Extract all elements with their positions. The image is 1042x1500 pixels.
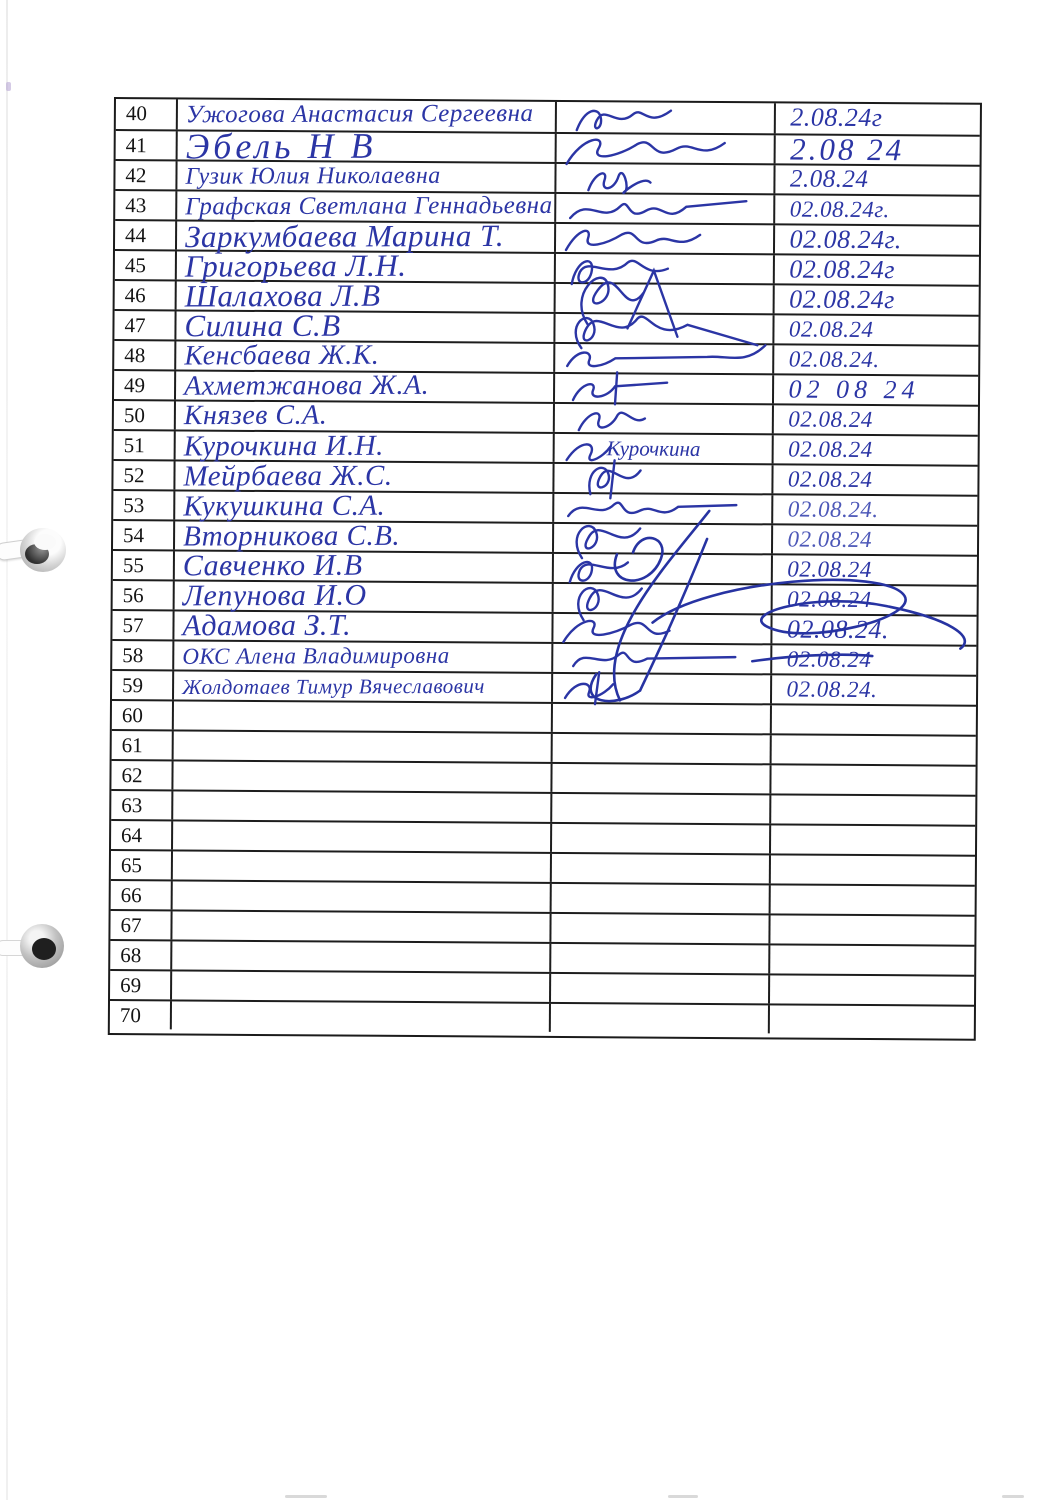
date-cell	[776, 131, 980, 168]
signature-cell	[554, 554, 774, 583]
date-cell	[771, 856, 975, 885]
row-number-cell: 43	[115, 191, 177, 219]
date-text: 02.08.24	[786, 646, 872, 673]
signature-cell	[554, 494, 774, 523]
signature-scribble	[559, 134, 773, 165]
row-number-cell: 65	[111, 851, 173, 879]
name-cell	[172, 972, 551, 1003]
row-number-cell: 56	[113, 581, 175, 609]
row-number-cell: 46	[115, 281, 177, 309]
date-text: 02.08.24	[788, 316, 874, 343]
table-row	[110, 909, 974, 945]
signature-scribble	[557, 344, 771, 375]
date-text: 02 08 24	[788, 374, 920, 405]
name-text: Мейрбаева Ж.С.	[183, 459, 393, 493]
signature-cell	[552, 884, 772, 913]
signature-cell	[551, 914, 771, 943]
signature-cell	[556, 194, 776, 223]
scan-artifact-mark	[6, 82, 11, 91]
signature-cell	[555, 404, 775, 433]
row-number-cell: 59	[112, 671, 174, 699]
name-cell	[174, 702, 553, 733]
date-text: 02.08.24	[788, 406, 873, 433]
name-text: Гузик Юлия Николаевна	[185, 162, 441, 190]
row-number-cell: 45	[115, 251, 177, 279]
row-number-cell: 44	[115, 221, 177, 249]
signature-cell	[552, 794, 772, 823]
row-number-cell: 63	[111, 791, 173, 819]
name-cell	[173, 792, 552, 823]
name-cell	[175, 519, 554, 553]
signature-cell	[552, 824, 772, 853]
scan-artifact-dash	[668, 1495, 698, 1498]
date-cell	[776, 165, 980, 194]
signature-table	[108, 97, 982, 1041]
row-number-cell: 48	[114, 341, 176, 369]
date-cell	[774, 496, 978, 525]
date-cell	[775, 225, 979, 254]
signature-cell	[556, 284, 776, 313]
row-number-cell: 62	[111, 761, 173, 789]
date-cell	[772, 766, 976, 795]
signature-cell	[551, 944, 771, 973]
signature-cell	[553, 674, 773, 703]
signature-scribble	[556, 494, 770, 525]
name-cell	[176, 339, 555, 373]
name-cell	[177, 161, 556, 192]
date-cell	[772, 796, 976, 825]
row-number-cell: 70	[110, 1001, 172, 1029]
date-cell	[774, 376, 978, 405]
signature-cell	[553, 614, 773, 643]
name-text: Кенсбаева Ж.К.	[184, 339, 380, 372]
table-row	[111, 849, 975, 885]
date-text: 02.08.24	[787, 466, 873, 493]
date-cell	[774, 466, 978, 495]
name-text: Ужогова Анастасия Сергеевна	[185, 99, 534, 129]
signature-scribble	[558, 284, 772, 315]
name-cell	[177, 125, 556, 167]
date-text: 02.08.24г	[789, 254, 896, 285]
signature-scribble	[558, 194, 772, 225]
signature-cell	[556, 224, 776, 253]
name-text: Жолдотаев Тимур Вячеславович	[181, 674, 485, 700]
row-number-cell: 50	[114, 401, 176, 429]
row-number-cell: 54	[113, 521, 175, 549]
table-row	[110, 969, 974, 1005]
row-number-cell: 57	[112, 611, 174, 639]
table-rows	[110, 99, 980, 1035]
date-text: 2.08 24	[790, 131, 905, 168]
signature-scribble	[558, 164, 772, 195]
row-number-cell: 69	[110, 971, 172, 999]
name-cell	[174, 608, 553, 643]
table-row	[111, 789, 975, 825]
name-cell	[174, 578, 553, 613]
signature-scribble	[557, 314, 771, 345]
name-cell	[172, 1002, 551, 1033]
table-row	[111, 879, 975, 915]
name-text: Эбель Н В	[185, 125, 377, 167]
name-cell	[175, 489, 554, 523]
name-text: Адамова З.Т.	[182, 608, 352, 643]
name-text: Лепунова И.О	[182, 578, 367, 613]
date-cell	[774, 436, 978, 465]
name-cell	[174, 642, 553, 673]
date-text: 02.08.24г.	[789, 196, 890, 223]
date-cell	[771, 916, 975, 945]
row-number-cell: 40	[116, 99, 178, 129]
binder-hole-bottom	[0, 922, 70, 978]
signature-cell	[551, 974, 771, 1003]
signature-scribble	[559, 102, 773, 133]
date-cell	[772, 676, 976, 705]
table-row	[112, 609, 976, 645]
name-cell	[175, 429, 554, 463]
page-edge-line	[6, 0, 8, 1500]
date-text: 02.08.24.	[786, 614, 890, 645]
signature-cell	[554, 524, 774, 553]
fastener-ring	[20, 528, 66, 572]
date-text: 02.08.24	[787, 586, 872, 613]
row-number-cell: 51	[114, 431, 176, 459]
name-cell	[173, 852, 552, 883]
signature-scribble	[556, 554, 770, 585]
table-row	[111, 819, 975, 855]
name-cell	[175, 459, 554, 493]
name-text: Князев С.А.	[183, 399, 328, 432]
row-number-cell: 41	[116, 131, 178, 159]
name-text: Кукушкина С.А.	[183, 489, 386, 523]
date-text: 02.08.24.	[787, 496, 879, 523]
date-text: 02.08.24.	[788, 346, 880, 373]
table-row	[112, 669, 976, 705]
name-cell	[172, 942, 551, 973]
signature-cell	[555, 344, 775, 373]
date-text: 02.08.24г.	[789, 224, 902, 255]
name-text: Курочкина И.Н.	[183, 429, 384, 463]
name-text: Шалахова Л.В	[184, 277, 381, 314]
date-cell	[776, 103, 980, 134]
name-cell	[174, 672, 553, 703]
date-cell	[772, 736, 976, 765]
table-row	[112, 639, 976, 675]
signature-cell	[557, 102, 777, 133]
date-text: 02.08.24	[788, 436, 873, 463]
signature-cell	[552, 764, 772, 793]
date-text: 02.08.24г	[789, 284, 895, 315]
signature-scribble	[558, 224, 772, 255]
table-row	[111, 759, 975, 795]
signature-scribble	[556, 524, 770, 555]
table-row	[112, 729, 976, 765]
signature-scribble	[557, 404, 771, 435]
row-number-cell: 66	[111, 881, 173, 909]
row-number-cell: 61	[112, 731, 174, 759]
date-cell	[770, 976, 974, 1005]
signature-cell	[556, 164, 776, 193]
date-cell	[775, 285, 979, 314]
row-number-cell: 52	[113, 461, 175, 489]
name-cell	[176, 369, 555, 403]
date-cell	[770, 1006, 974, 1035]
signature-scribble	[556, 584, 770, 615]
row-number-cell: 60	[112, 701, 174, 729]
scan-artifact-dash	[285, 1495, 327, 1498]
row-number-cell: 47	[114, 311, 176, 339]
date-cell	[775, 255, 979, 284]
signature-cell	[554, 464, 774, 493]
table-row	[110, 939, 974, 975]
date-cell	[773, 646, 977, 675]
date-cell	[775, 315, 979, 344]
signature-cell	[553, 704, 773, 733]
signature-scribble	[557, 374, 771, 405]
name-text: Заркумбаева Марина Т.	[184, 217, 505, 255]
signature-cell	[556, 254, 776, 283]
signature-scribble	[558, 254, 772, 285]
row-number-cell: 68	[110, 941, 172, 969]
date-text: 02.08.24	[787, 556, 872, 583]
name-text: Савченко И.В	[182, 548, 363, 583]
row-number-cell: 49	[114, 371, 176, 399]
date-cell	[772, 706, 976, 735]
date-cell	[771, 946, 975, 975]
signature-cell	[554, 584, 774, 613]
name-cell	[173, 822, 552, 853]
signature-scribble	[556, 464, 770, 495]
date-text: 2.08.24г	[790, 102, 883, 133]
date-cell	[776, 195, 980, 224]
date-cell	[771, 886, 975, 915]
row-number-cell: 53	[113, 491, 175, 519]
date-cell	[773, 586, 977, 615]
signature-cell	[557, 134, 777, 163]
signature-cell	[552, 854, 772, 883]
row-number-cell: 42	[115, 161, 177, 189]
name-cell	[175, 548, 554, 583]
row-number-cell: 67	[110, 911, 172, 939]
date-cell	[773, 556, 977, 585]
name-cell	[173, 762, 552, 793]
punched-hole	[20, 924, 64, 968]
date-cell	[773, 526, 977, 555]
signature-cell	[553, 734, 773, 763]
signature-cell	[551, 1004, 771, 1033]
name-text: Силина С.В	[184, 307, 341, 344]
name-cell	[172, 882, 551, 913]
name-text: Григорьева Л.Н.	[184, 247, 407, 284]
row-number-cell: 55	[113, 551, 175, 579]
name-cell	[173, 732, 552, 763]
table-row	[116, 125, 980, 168]
table-row	[112, 699, 976, 735]
scan-artifact-dash	[1002, 1495, 1024, 1498]
table-row	[110, 999, 974, 1035]
date-text: 02.08.24.	[786, 676, 878, 703]
name-text: Вторникова С.В.	[182, 519, 401, 553]
date-cell	[773, 616, 977, 645]
signature-scribble	[555, 614, 769, 645]
name-cell	[176, 399, 555, 433]
name-text: Ахметжанова Ж.А.	[183, 369, 429, 402]
signature-cell	[555, 314, 775, 343]
name-cell	[176, 307, 555, 344]
signature-cell	[555, 434, 775, 463]
signature-readable-text: Курочкина	[606, 436, 701, 462]
name-text: ОКС Алена Владимировна	[182, 643, 450, 670]
date-cell	[774, 406, 978, 435]
name-cell	[172, 912, 551, 943]
signature-cell	[553, 644, 773, 673]
signature-scribble	[555, 674, 769, 705]
date-cell	[771, 826, 975, 855]
date-text: 2.08.24	[789, 165, 869, 194]
date-cell	[775, 346, 979, 375]
signature-scribble	[555, 644, 769, 675]
date-text: 02.08.24	[787, 526, 873, 553]
signature-cell	[555, 374, 775, 403]
name-text: Графская Светлана Геннадьевна	[185, 191, 553, 221]
row-number-cell: 64	[111, 821, 173, 849]
binder-fastener-top	[0, 522, 70, 582]
row-number-cell: 58	[112, 641, 174, 669]
